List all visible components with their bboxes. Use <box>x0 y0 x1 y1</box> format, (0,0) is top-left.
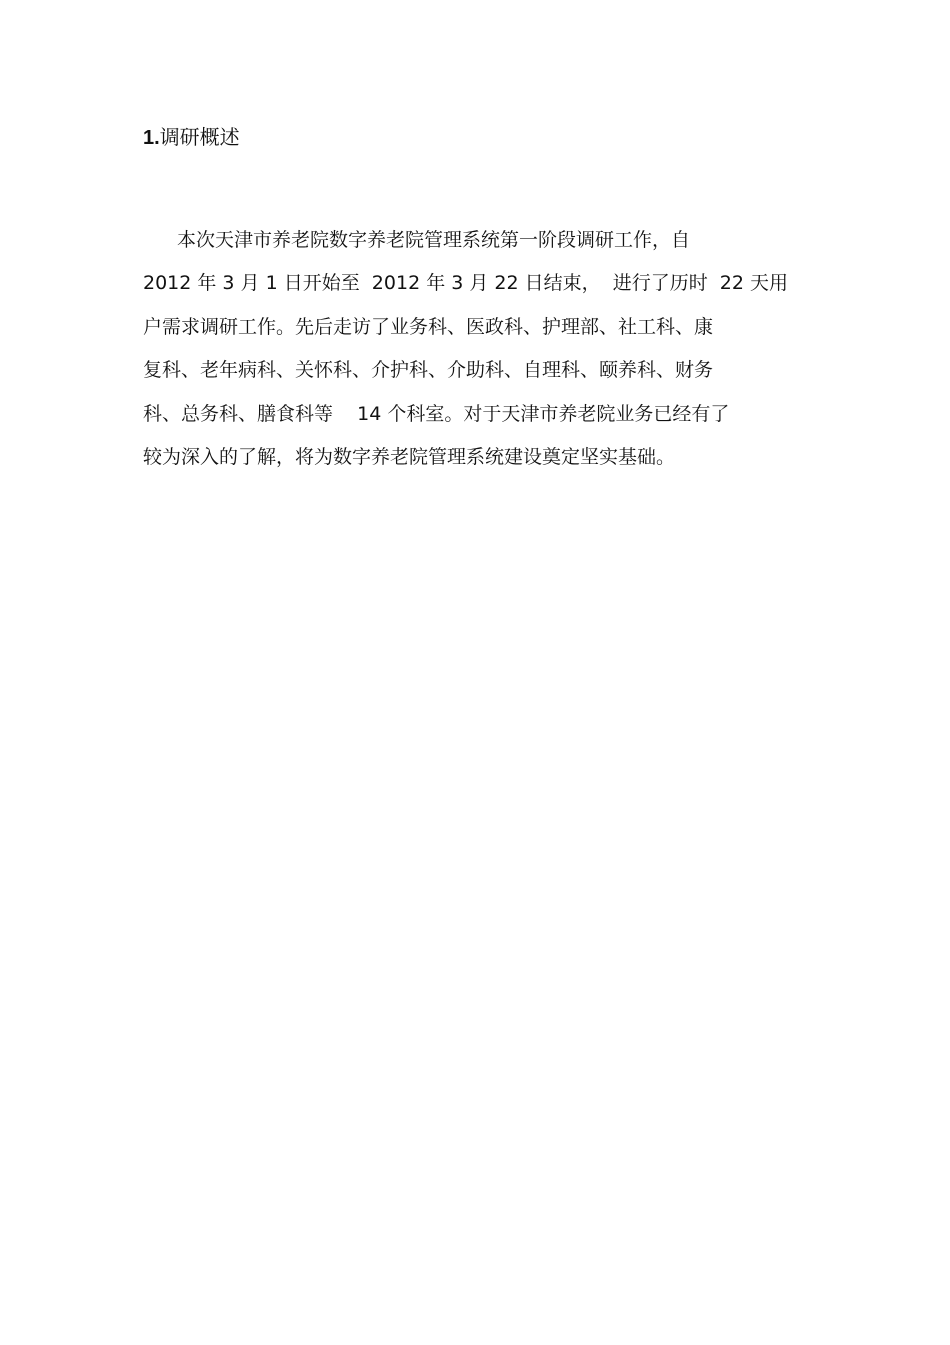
paragraph-line: 本次天津市养老院数字养老院管理系统第一阶段调研工作，自 <box>177 229 691 251</box>
section-title: 调研概述 <box>159 125 240 149</box>
paragraph-line: 较为深入的了解，将为数字养老院管理系统建设奠定坚实基础。 <box>143 445 676 468</box>
section-heading <box>143 123 240 152</box>
paragraph-line: 2012 年 3 月 1 日开始至 2012 年 3 月 22 日结束， 进行了历时 22 天用 <box>143 272 788 295</box>
paragraph-line: 复科、老年病科、关怀科、介护科、介助科、自理科、颐养科、财务 <box>143 359 714 382</box>
section-number: 1. <box>143 127 160 149</box>
paragraph-line: 户需求调研工作。先后走访了业务科、医政科、护理部、社工科、康 <box>143 315 714 338</box>
body-paragraph <box>143 226 823 486</box>
paragraph-line: 科、总务科、膳食科等 14 个科室。对于天津市养老院业务已经有了 <box>143 402 730 425</box>
